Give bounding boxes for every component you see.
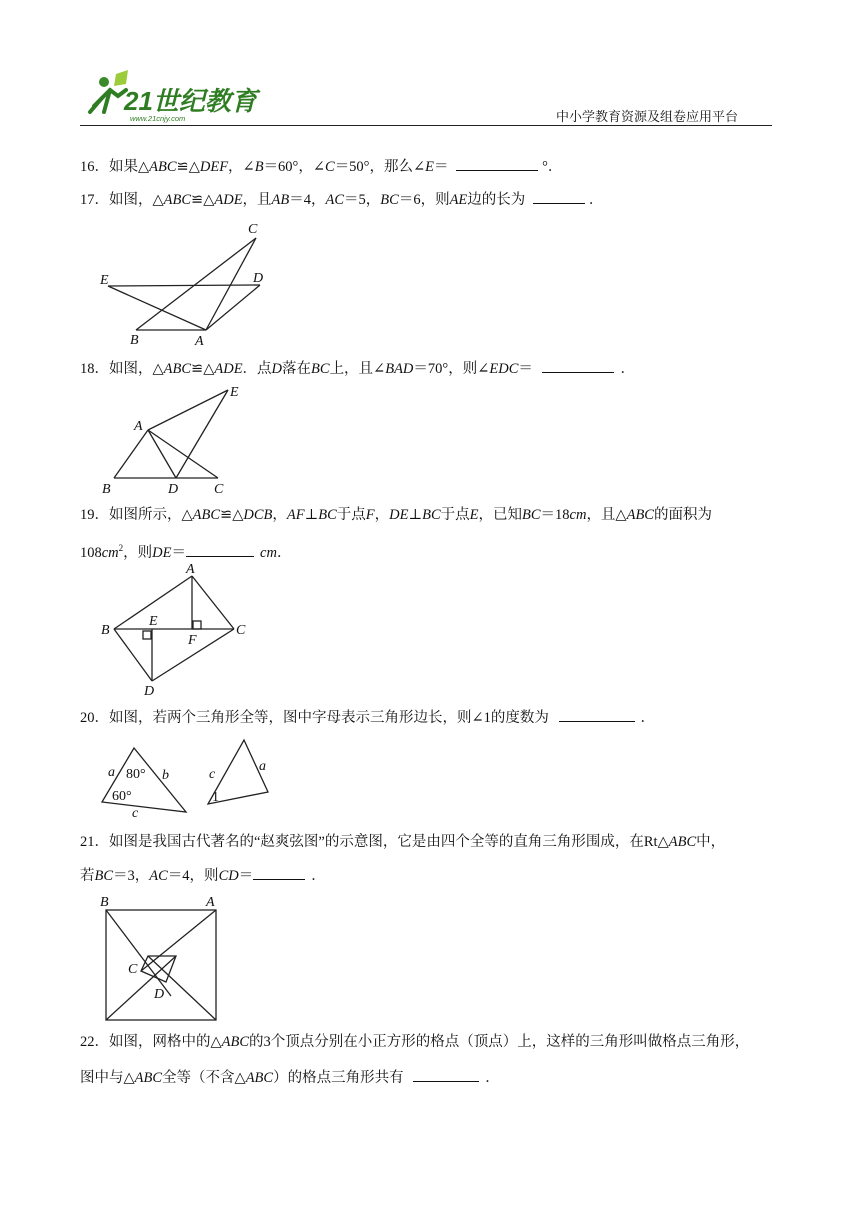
question-19: 19．如图所示，△ABC≌△DCB，AF⊥BC于点F，DE⊥BC于点E，已知BC＝18cm，且△ABC的面积为 (80, 507, 712, 523)
label-e: E (230, 385, 239, 400)
answer-blank[interactable] (533, 189, 585, 204)
label-b: B (100, 895, 109, 910)
label-a: A (186, 562, 195, 577)
answer-blank[interactable] (186, 542, 254, 557)
segment-ac (206, 238, 256, 330)
figure-20 (96, 734, 276, 820)
label-a: A (195, 334, 204, 349)
question-17: 17．如图，△ABC≌△ADE，且AB＝4，AC＝5，BC＝6，则AE边的长为 ． (80, 189, 603, 210)
question-18: 18．如图，△ABC≌△ADE．点D落在BC上，且∠BAD＝70°，则∠EDC＝ ． (80, 358, 635, 379)
label-c-left: c (132, 806, 139, 820)
figure-21 (96, 890, 236, 1024)
angle-1-label: 1 (212, 790, 219, 805)
right-angle-f (193, 621, 201, 629)
segment-ea (108, 286, 206, 330)
angle-80-label: 80° (126, 767, 146, 782)
question-19-line2: $108cm^2$，则DE＝ cm． (80, 543, 292, 561)
question-21: 21．如图是我国古代著名的“赵爽弦图”的示意图，它是由四个全等的直角三角形围成，在Rt△ABC中， (80, 834, 726, 850)
answer-blank[interactable] (559, 707, 635, 722)
page-header (80, 60, 772, 128)
label-d: D (253, 271, 264, 286)
segment-bc (136, 238, 256, 330)
label-c: C (214, 482, 224, 497)
logo-text: 21世纪教育 (124, 86, 257, 116)
question-16: 16．如果△ABC≌△DEF，∠B＝60°，∠C＝50°，那么∠E＝ °． (80, 156, 562, 177)
label-a-left: a (108, 765, 115, 780)
answer-blank[interactable] (413, 1067, 479, 1082)
platform-title: 中小学教育资源及组卷应用平台 (555, 109, 738, 124)
label-a: A (206, 895, 215, 910)
figure-17 (96, 216, 276, 350)
label-e: E (100, 273, 109, 288)
segment-da (206, 285, 260, 330)
label-a: A (134, 419, 143, 434)
runner-icon (90, 70, 128, 112)
outer-square (106, 910, 216, 1020)
question-21-line2: 若BC＝3，AC＝4，则CD＝ ． (80, 865, 326, 886)
label-b: B (130, 333, 139, 348)
question-20: 20．如图，若两个三角形全等，图中字母表示三角形边长，则∠1的度数为 ． (80, 707, 655, 728)
angle-60-label: 60° (112, 789, 132, 804)
segment-ad (148, 430, 176, 478)
label-c: C (128, 962, 138, 977)
answer-blank[interactable] (542, 358, 614, 373)
label-a-right: a (259, 759, 266, 774)
segment-1 (106, 910, 171, 996)
label-e: E (149, 614, 158, 629)
segment-bd (114, 629, 152, 681)
logo-url: www.21cnjy.com (130, 114, 186, 123)
segment-ba (114, 430, 148, 478)
question-22: 22．如图，网格中的△ABC的3个顶点分别在小正方形的格点（顶点）上，这样的三角形叫做格点三角形， (80, 1034, 750, 1050)
answer-blank[interactable] (253, 865, 305, 880)
header-divider (80, 125, 772, 126)
logo (80, 68, 270, 124)
segment-2 (141, 910, 216, 971)
label-c-right: c (209, 767, 216, 782)
right-angle-e (143, 631, 151, 639)
label-c: C (236, 623, 246, 638)
figure-19 (96, 562, 256, 702)
label-d: D (144, 684, 155, 699)
label-d: D (168, 482, 179, 497)
label-b: B (102, 482, 111, 497)
label-c: C (248, 222, 258, 237)
figure-18 (96, 380, 256, 498)
answer-blank[interactable] (456, 156, 538, 171)
label-d: D (154, 987, 165, 1002)
label-b: B (101, 623, 110, 638)
label-f: F (188, 633, 197, 648)
label-b-left: b (162, 768, 169, 783)
question-22-line2: 图中与△ABC全等（不含△ABC）的格点三角形共有 ． (80, 1067, 500, 1088)
segment-ed (108, 285, 260, 286)
segment-ac (148, 430, 218, 478)
